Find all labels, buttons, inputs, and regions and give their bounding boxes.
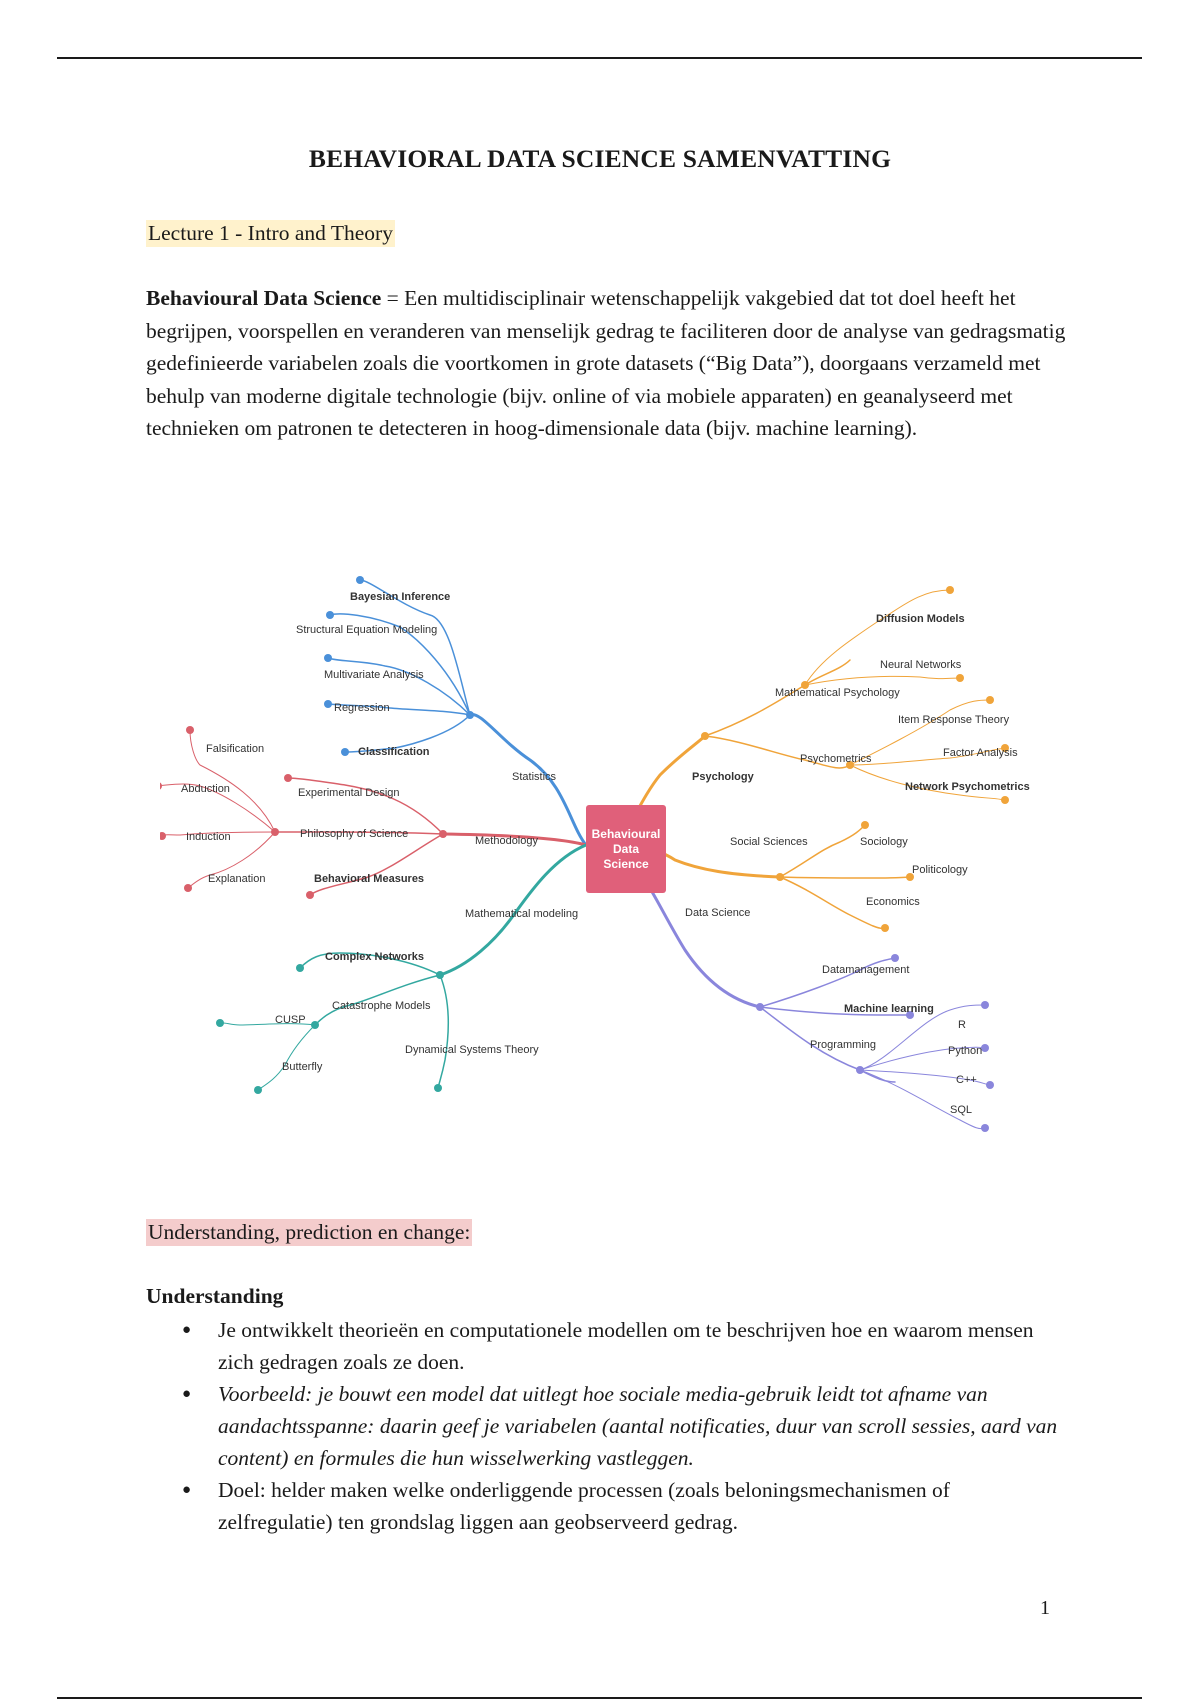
list-item: ● Je ontwikkelt theorieën en computationele modellen om te beschrijven hoe en waarom mensen zich gedragen zoals ze doen. [146,1314,1066,1378]
label-behavioral-measures: Behavioral Measures [314,873,425,885]
definition-term: Behavioural Data Science [146,286,382,310]
label-factor-analysis: Factor Analysis [943,747,1018,759]
mindmap-diagram [160,560,1050,1140]
label-falsification: Falsification [206,743,265,755]
label-dynamical-systems-theory: Dynamical Systems Theory [405,1044,539,1056]
label-methodology: Methodology [475,835,538,847]
label-sem: Structural Equation Modeling [296,624,438,636]
page-number: 1 [1040,1597,1050,1619]
label-neural-networks: Neural Networks [880,659,962,671]
label-explanation: Explanation [208,873,266,885]
label-data-science: Data Science [685,907,751,919]
lecture-heading: Lecture 1 - Intro and Theory [148,221,393,245]
definition-paragraph [146,282,1066,445]
label-datamanagement: Datamanagement [822,964,910,976]
label-abduction: Abduction [181,783,230,795]
subheading-understanding: Understanding [146,1284,284,1308]
label-item-response-theory: Item Response Theory [898,714,1010,726]
label-classification: Classification [358,746,430,758]
label-multivariate-analysis: Multivariate Analysis [324,669,424,681]
label-cusp: CUSP [275,1014,306,1026]
label-philosophy-of-science: Philosophy of Science [300,828,409,840]
label-bayesian-inference: Bayesian Inference [350,591,451,603]
label-cpp: C++ [956,1074,977,1086]
bullet-list [146,1314,1066,1538]
list-item: ● Voorbeeld: je bouwt een model dat uitlegt hoe sociale media-gebruik leidt tot afname van aandachtsspanne: daarin geef je variabelen (aantal notificaties, duur van scroll sessies, aard van content) en formules die hun wisselwerking vastleggen. [146,1378,1066,1474]
list-item: ● Doel: helder maken welke onderliggende processen (zoals beloningsmechanismen of zelfregulatie) ten grondslag liggen aan geobserveerd gedrag. [146,1474,1066,1538]
top-rule [57,57,1142,59]
label-statistics: Statistics [512,771,557,783]
label-psychometrics: Psychometrics [800,753,872,765]
label-network-psychometrics: Network Psychometrics [905,781,1030,793]
center-line-2: Data [612,842,640,856]
center-line-1: Behavioural [591,827,661,841]
label-psychology: Psychology [692,771,754,783]
label-experimental-design: Experimental Design [298,787,400,799]
label-catastrophe-models: Catastrophe Models [332,1000,431,1012]
label-sql: SQL [950,1104,973,1116]
label-butterfly: Butterfly [282,1061,323,1073]
label-mathematical-modeling: Mathematical modeling [465,908,579,920]
label-politicology: Politicology [912,864,968,876]
label-economics: Economics [866,896,920,908]
label-machine-learning: Machine learning [844,1003,934,1015]
label-mathematical-psychology: Mathematical Psychology [775,687,900,699]
label-social-sciences: Social Sciences [730,836,808,848]
label-regression: Regression [334,702,390,714]
definition-text: = Een multidisciplinair wetenschappelijk vakgebied dat tot doel heeft het begrijpen, voorspellen en veranderen van menselijk gedrag te faciliteren door de analyse van gedragsmatig gedefinieerde variabelen zoals die voortkomen in grote datasets (“Big Data”), doorgaans verzameld met behulp van moderne digitale technologie (bijv. online of via mobiele apparaten) en geanalyseerd met technieken om patronen te detecteren in hoog-dimensionale data (bijv. machine learning). [146,286,1066,440]
center-line-3: Science [603,857,649,871]
label-diffusion-models: Diffusion Models [876,613,965,625]
label-induction: Induction [186,831,231,843]
bottom-rule [57,1697,1142,1699]
label-complex-networks: Complex Networks [325,951,425,963]
section-heading: Understanding, prediction en change: [148,1220,471,1244]
label-programming: Programming [810,1039,877,1051]
label-sociology: Sociology [860,836,908,848]
label-python: Python [948,1045,983,1057]
document-title: BEHAVIORAL DATA SCIENCE SAMENVATTING [308,144,892,173]
label-r: R [958,1019,966,1031]
